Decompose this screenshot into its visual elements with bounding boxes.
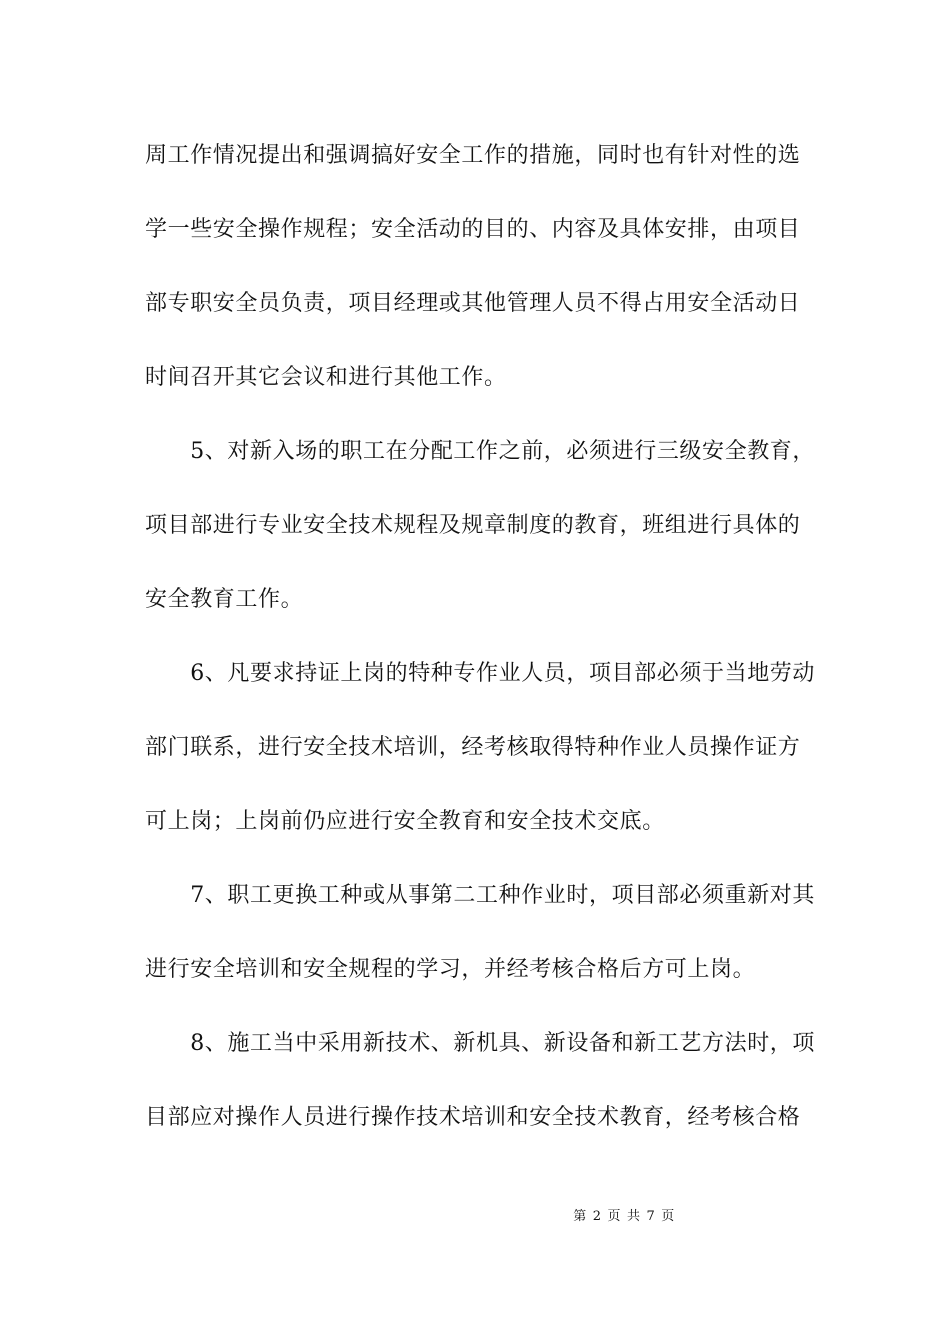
body-line: 7、职工更换工种或从事第二工种作业时，项目部必须重新对其 xyxy=(145,883,815,908)
body-line: 5、对新入场的职工在分配工作之前，必须进行三级安全教育， xyxy=(145,439,815,464)
body-line: 进行安全培训和安全规程的学习，并经考核合格后方可上岗。 xyxy=(145,957,756,982)
body-line: 可上岗；上岗前仍应进行安全教育和安全技术交底。 xyxy=(145,809,665,834)
footer-label-page-unit: 页 xyxy=(607,1209,621,1224)
page-number xyxy=(573,1208,681,1226)
footer-total-pages: 7 xyxy=(646,1209,656,1224)
body-line: 8、施工当中采用新技术、新机具、新设备和新工艺方法时，项 xyxy=(145,1031,815,1056)
body-line: 部门联系，进行安全技术培训，经考核取得特种作业人员操作证方 xyxy=(145,735,801,760)
body-line: 项目部进行专业安全技术规程及规章制度的教育，班组进行具体的 xyxy=(145,513,801,538)
body-line: 6、凡要求持证上岗的特种专作业人员，项目部必须于当地劳动 xyxy=(145,661,815,686)
body-line: 目部应对操作人员进行操作技术培训和安全技术教育，经考核合格 xyxy=(145,1105,801,1130)
body-line: 学一些安全操作规程；安全活动的目的、内容及具体安排，由项目 xyxy=(145,217,801,242)
body-line: 时间召开其它会议和进行其他工作。 xyxy=(145,365,507,390)
body-line: 安全教育工作。 xyxy=(145,587,304,612)
footer-label-page: 第 xyxy=(573,1209,587,1224)
footer-label-total: 共 xyxy=(627,1209,641,1224)
footer-current-page: 2 xyxy=(592,1209,602,1224)
page-footer xyxy=(0,1208,950,1226)
body-line: 部专职安全员负责，项目经理或其他管理人员不得占用安全活动日 xyxy=(145,291,801,316)
footer-label-total-unit: 页 xyxy=(661,1209,675,1224)
body-line: 周工作情况提出和强调搞好安全工作的措施，同时也有针对性的选 xyxy=(145,143,801,168)
